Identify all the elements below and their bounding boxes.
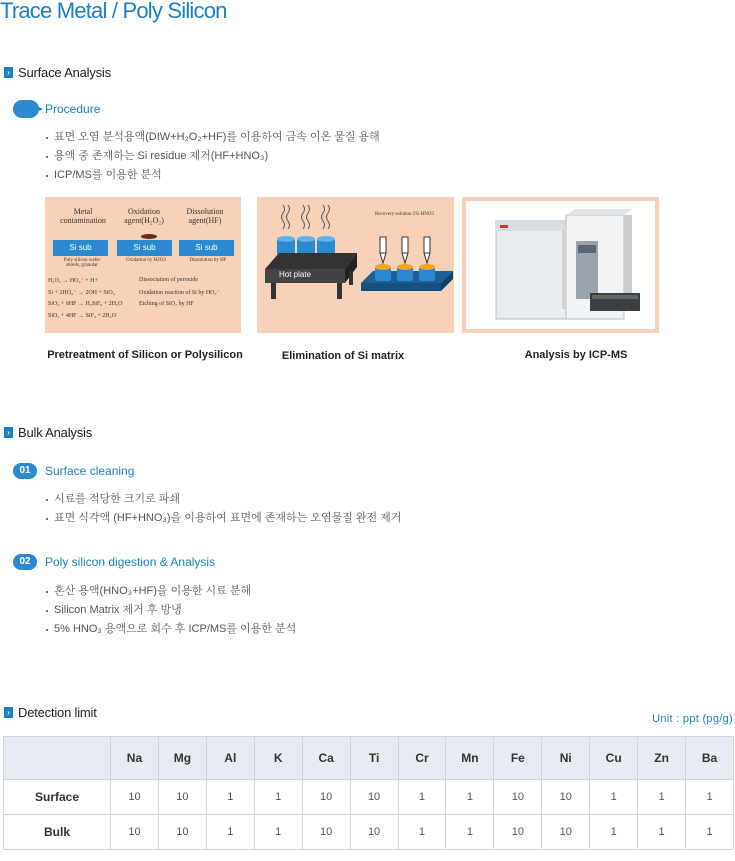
si-sub-box: Si sub [53, 240, 108, 256]
equation: SiO₂ + 4HF → SiF₄ + 2H₂O [48, 313, 117, 319]
table-header-row [4, 737, 734, 780]
column-header: Al [206, 737, 254, 780]
row-header: Bulk [4, 815, 111, 850]
bulk-step-heading [13, 463, 134, 479]
column-header: Ti [350, 737, 398, 780]
column-header: Cr [398, 737, 446, 780]
droplet-icon [141, 234, 157, 239]
table-cell: 1 [254, 815, 302, 850]
chevron-right-icon: › [4, 707, 13, 718]
pretreatment-diagram [45, 197, 241, 333]
equation-note: Oxidation reaction of Si by HO₂⁻ [139, 290, 220, 296]
column-header: Na [111, 737, 159, 780]
step-label: Surface cleaning [45, 464, 135, 478]
table-cell: 10 [302, 780, 350, 815]
recovery-label: Recovery solution 5% HNO3 [375, 212, 435, 217]
section-title: Surface Analysis [18, 65, 111, 80]
list-item: 표면 식각액 (HF+HNO₃)을 이용하여 표면에 존재하는 오염물질 완전 제거 [46, 509, 401, 528]
step-label: Metal contamination [60, 207, 106, 225]
column-header: Cu [590, 737, 638, 780]
elimination-diagram [257, 197, 454, 333]
procedure-heading [13, 100, 100, 118]
note: Poly silicon wafer shreds, granular [63, 258, 101, 268]
section-title: Bulk Analysis [18, 425, 92, 440]
note: Dissolution by HF [189, 258, 227, 263]
equation: Si + 2HO₂⁻ → 2OH + SiO₂ [48, 290, 115, 296]
table-cell: 1 [446, 780, 494, 815]
table-cell: 1 [686, 815, 734, 850]
equation: SiO₂ + 6HF → H₂SiF₆ + 2H₂O [48, 301, 123, 307]
table-cell: 10 [111, 780, 159, 815]
si-sub-box: Si sub [117, 240, 172, 256]
table-cell: 1 [590, 815, 638, 850]
table-cell: 1 [638, 780, 686, 815]
detection-limit-table [3, 736, 734, 850]
list-item: Silicon Matrix 제거 후 방냉 [46, 601, 296, 620]
step-label: Poly silicon digestion & Analysis [45, 555, 216, 569]
hotplate-illustration [257, 197, 454, 333]
chevron-right-icon: › [4, 67, 13, 78]
step-label: Oxidation agent(H₂O₂) [124, 207, 164, 225]
procedure-list [46, 128, 380, 185]
page-title: Trace Metal / Poly Silicon [0, 0, 227, 23]
bulk-step-list [46, 582, 296, 639]
table-cell: 1 [590, 780, 638, 815]
note: Oxidation by H2O2 [126, 258, 166, 263]
table-cell: 10 [350, 815, 398, 850]
section-bulk-analysis [4, 425, 92, 440]
caption: Elimination of Si matrix [281, 350, 405, 362]
table-row [4, 815, 734, 850]
column-header: Fe [494, 737, 542, 780]
table-cell: 1 [686, 780, 734, 815]
table-cell: 10 [494, 780, 542, 815]
hotplate-label: Hot plate [279, 270, 312, 279]
equation-note: Dissociation of peroxide [139, 277, 198, 283]
caption: Pretreatment of Silicon or Polysilicon [47, 349, 243, 361]
section-title: Detection limit [18, 705, 97, 720]
table-row [4, 780, 734, 815]
column-header: Mn [446, 737, 494, 780]
table-cell: 1 [398, 815, 446, 850]
table-cell: 10 [158, 780, 206, 815]
table-cell: 10 [350, 780, 398, 815]
equation: H₂O₂ → HO₂⁻ + H+ [48, 278, 98, 284]
table-cell: 1 [446, 815, 494, 850]
unit-label: Unit : ppt (pg/g) [652, 713, 733, 725]
table-cell: 10 [111, 815, 159, 850]
bulk-step-heading [13, 554, 215, 570]
table-cell: 10 [542, 815, 590, 850]
table-cell: 1 [206, 815, 254, 850]
list-item: 표면 오염 분석용액(DIW+H₂O₂+HF)를 이용하여 금속 이온 물질 용해 [46, 128, 380, 147]
table-cell: 10 [494, 815, 542, 850]
column-header: Zn [638, 737, 686, 780]
step-number-badge: 01 [13, 463, 37, 479]
drop-icon [13, 100, 39, 118]
corner-cell [4, 737, 111, 780]
bulk-step-list [46, 490, 401, 528]
table-cell: 1 [638, 815, 686, 850]
table-cell: 10 [158, 815, 206, 850]
column-header: K [254, 737, 302, 780]
table-cell: 10 [542, 780, 590, 815]
step-label: Dissolution agent(HF) [186, 207, 224, 225]
column-header: Ba [686, 737, 734, 780]
equation-note: Etching of SiO₂ by HF [139, 301, 194, 307]
caption: Analysis by ICP-MS [524, 349, 628, 361]
section-surface-analysis [4, 65, 111, 80]
chevron-right-icon: › [4, 427, 13, 438]
list-item: ICP/MS를 이용한 분석 [46, 166, 380, 185]
list-item: 시료를 적당한 크기로 파쇄 [46, 490, 401, 509]
column-header: Ni [542, 737, 590, 780]
list-item: 혼산 용액(HNO₃+HF)을 이용한 시료 분해 [46, 582, 296, 601]
icp-ms-instrument-image [466, 201, 655, 329]
list-item: 용액 중 존재하는 Si residue 제거(HF+HNO₃) [46, 147, 380, 166]
row-header: Surface [4, 780, 111, 815]
list-item: 5% HNO₃ 용액으로 회수 후 ICP/MS를 이용한 분석 [46, 620, 296, 639]
column-header: Mg [158, 737, 206, 780]
table-cell: 1 [398, 780, 446, 815]
procedure-label: Procedure [45, 102, 101, 116]
column-header: Ca [302, 737, 350, 780]
table-cell: 1 [206, 780, 254, 815]
section-detection-limit [4, 705, 97, 720]
table-cell: 1 [254, 780, 302, 815]
si-sub-box: Si sub [179, 240, 234, 256]
icp-ms-photo [462, 197, 659, 333]
step-number-badge: 02 [13, 554, 37, 570]
table-cell: 10 [302, 815, 350, 850]
